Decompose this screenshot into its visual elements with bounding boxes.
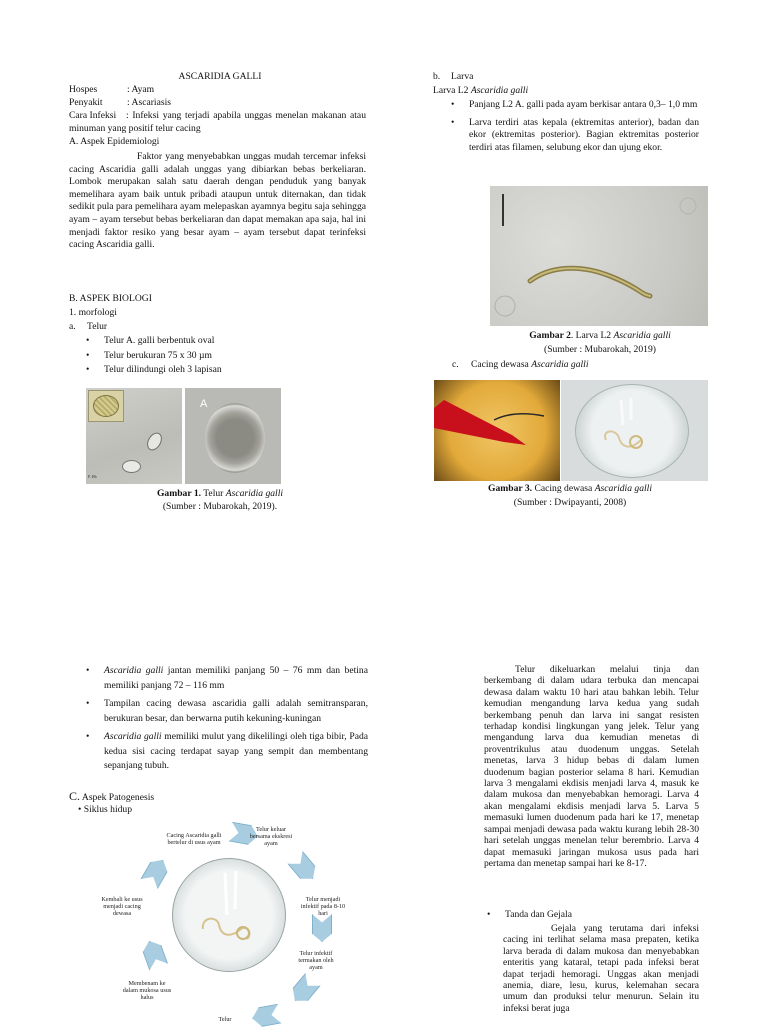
adult-heading: Cacing dewasa Ascaridia galli	[471, 359, 589, 370]
photo-letter: A	[200, 398, 208, 410]
photo-corner-label: P. Hb	[88, 474, 97, 479]
egg-photo-large	[185, 388, 281, 484]
list-item: • Larva terdiri atas kepala (ektremitas anterior), badan dan ekor (ektremitas posterior). Bagian ektremitas posterior terdiri atas filamen, selubung ekor dan ujung ekor.	[451, 117, 699, 155]
cycle-label: Telur menjadi infektif pada 8-10 hari	[300, 896, 346, 918]
figure-2-caption: Gambar 2. Larva L2 Ascaridia galli	[529, 330, 671, 341]
cara-infeksi-label: Cara Infeksi	[69, 110, 117, 121]
cycle-arrow	[287, 973, 320, 1007]
adult-worm-photo-microscope	[434, 380, 560, 481]
telur-bullets	[86, 335, 366, 379]
list-item: • Tanda dan Gejala	[487, 909, 699, 922]
adult-worm-bullets	[86, 664, 368, 776]
cycle-arrow	[140, 855, 171, 889]
morfologi-heading: 1. morfologi	[69, 307, 117, 318]
cycle-arrow	[140, 937, 168, 970]
list-item: • Telur berukuran 75 x 30 µm	[86, 350, 366, 363]
life-cycle-diagram	[92, 818, 364, 1024]
cycle-arrow	[250, 1004, 281, 1028]
cycle-label: Membenam ke dalam mukosa usus halus	[122, 980, 172, 1002]
list-item: • Telur A. galli berbentuk oval	[86, 335, 366, 348]
larva-l2-heading: Larva L2 Ascaridia galli	[433, 85, 529, 96]
cycle-arrow	[312, 914, 332, 942]
list-item: • Ascaridia galli jantan memiliki panjang 50 – 76 mm dan betina memiliki panjang 72 – 116 mm	[86, 664, 368, 693]
hospes-value: : Ayam	[127, 84, 155, 95]
penyakit-label: Penyakit	[69, 97, 103, 108]
larva-bullets	[451, 99, 699, 156]
cycle-label: Telur	[218, 1016, 232, 1023]
telur-heading: Telur	[87, 321, 108, 332]
list-item: • Ascaridia galli memiliki mulut yang dikelilingi oleh tiga bibir, Pada kedua sisi cacing terdapat sayap yang sempit dan membentang sepanjang tubuh.	[86, 730, 368, 774]
cycle-arrow	[287, 851, 320, 885]
section-biologi: B. ASPEK BIOLOGI	[69, 293, 152, 304]
cycle-label: Telur keluar bersama ekskresi ayam	[249, 826, 293, 848]
cycle-center-dish	[172, 858, 286, 972]
list-item: • Telur dilindungi oleh 3 lapisan	[86, 364, 366, 377]
life-cycle-paragraph: Telur dikeluarkan melalui tinja dan berkembang di dalam udara terbuka dan mencapai dewasa dalam waktu 10 hari atau bahkan lebih. Telur kemudian mengandung larva kedua yang sudah berkembang penuh dan larva ini sangat resisten terhadap kondisi lingkungan yang jelek. Telur yang mengandung larva dua kemudian menetas di proventrikulus atau duodenum unggas. Setelah menetas, larva 3 hidup bebas di dalam lumen duodenum bagian posterior selama 8 hari. Kemudian larva 3 mengalami ekdisis menjadi larva 4, masuk ke dalam mukosa dan menyebabkan hemoragi. Larva 4 akan mengalami ekdisis menjadi larva 5. Larva 5 memasuki lumen duodenum pada hari ke 17, menetap sampai menjadi dewasa pada waktu kurang lebih 28-30 hari setelah unggas menelan telur berembrio. Larva 4 dapat memasuki jaringan mukosa usus pada hari pertama dan menetap sampai hari ke 8-17.	[484, 664, 699, 869]
figure-1-source: (Sumber : Mubarokah, 2019).	[162, 501, 278, 512]
page-title: ASCARIDIA GALLI	[178, 71, 262, 82]
cycle-label: Cacing Ascaridia galli bertelur di usus ayam	[166, 832, 222, 847]
figure-2-source: (Sumber : Mubarokah, 2019)	[544, 344, 656, 355]
siklus-hidup-heading: • Siklus hidup	[78, 804, 133, 815]
adult-index: c.	[452, 359, 459, 370]
list-item: • Tampilan cacing dewasa ascaridia galli adalah semitransparan, berukuran besar, dan berwarna putih kekuning-kuningan	[86, 697, 368, 726]
figure-3-source: (Sumber : Dwipayanti, 2008)	[513, 497, 627, 508]
penyakit-value: : Ascariasis	[127, 97, 171, 108]
figure-3-caption: Gambar 3. Cacing dewasa Ascaridia galli	[488, 483, 652, 494]
telur-index: a.	[69, 321, 76, 332]
cycle-label: Kembali ke usus menjadi cacing dewasa	[101, 896, 143, 918]
hospes-label: Hospes	[69, 84, 98, 95]
cycle-label: Telur infektif termakan oleh ayam	[298, 950, 334, 972]
larva-heading: Larva	[451, 71, 474, 82]
cara-infeksi-value: : Infeksi yang terjadi apabila unggas menelan makanan atau minuman yang positif telur cacing	[69, 110, 366, 134]
adult-worm-photo-dish	[561, 380, 708, 481]
larva-shape	[490, 186, 708, 326]
larva-index: b.	[433, 71, 441, 82]
egg-inset	[88, 390, 124, 422]
egg-shape	[122, 460, 141, 473]
list-item: • Panjang L2 A. galli pada ayam berkisar antara 0,3– 1,0 mm	[451, 99, 699, 112]
tanda-gejala-paragraph: Gejala yang terutama dari infeksi cacing ini terlihat selama masa prepaten, ketika larva berada di dalam mukosa dan menyebabkan enteritis yang kataral, tetapi pada infeksi berat dapat terjadi hemoragi. Unggas akan menjadi anemia, diare, lesu, kurus, kelemahan secara umum dan produksi telur menurun. Selain itu infeksi berat juga	[503, 923, 699, 1014]
larva-photo	[490, 186, 708, 326]
section-epidemiologi: A. Aspek Epidemiologi	[69, 136, 160, 147]
egg-photo-small	[86, 388, 182, 484]
egg-shape	[205, 403, 265, 473]
epidemiologi-paragraph: Faktor yang menyebabkan unggas mudah tercemar infeksi cacing Ascaridia galli adalah unggas yang dibiarkan bebas berkeliaran. Lombok merupakan salah satu daerah dengan penduduk yang banyak memelihara ayam baik untuk pribadi ataupun untuk diternakan, dan tidak sedikit pula para pemelihara ayam melepaskan ayamnya begitu saja sehingga ayam – ayam tersebut bebas berkeliaran dan dapat memakan apa saja, hal ini menjadi faktor resiko yang besar ayam – ayam tersebut dapat terinfeksi cacing Ascaridia galli.	[69, 151, 366, 251]
section-patogenesis: C. Aspek Patogenesis	[69, 789, 155, 803]
egg-shape	[144, 430, 165, 453]
figure-1-caption: Gambar 1. Telur Ascaridia galli	[156, 488, 284, 499]
tanda-gejala-list	[487, 909, 699, 924]
